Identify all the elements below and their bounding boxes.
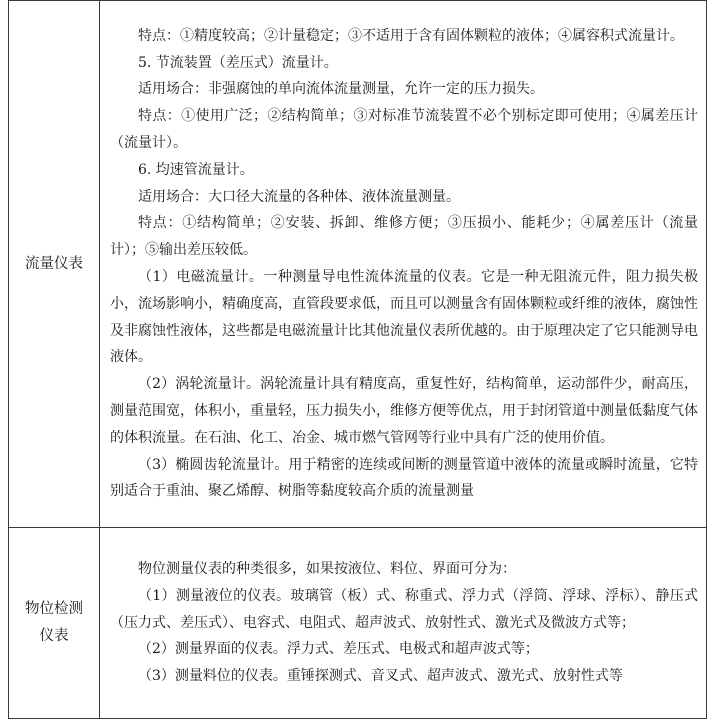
row-label-line: 物位检测 xyxy=(25,601,83,617)
paragraph: 5. 节流装置（差压式）流量计。 xyxy=(138,54,338,71)
paragraph: （3）测量料位的仪表。重锤探测式、音叉式、超声波式、激光式、放射性式等 xyxy=(138,668,623,685)
paragraph: 特点：①结构简单；②安装、拆卸、维修方便；③压损小、能耗少；④属差压计（流量计）；⑤输出差压较低。 xyxy=(110,215,698,259)
paragraph: 特点：①精度较高；②计量稳定；③不适用于含有固体颗粒的液体；④属容积式流量计。 xyxy=(138,27,684,44)
row-label-cell xyxy=(9,528,100,719)
paragraph: （2）涡轮流量计。涡轮流量计具有精度高，重复性好，结构简单，运动部件少，耐高压，测量范围宽，体积小，重量轻，压力损失小，维修方便等优点，用于封闭管道中测量低黏度气体的体积流量。在石油、化工、冶金、城市燃气管网等行业中具有广泛的使用价值。 xyxy=(110,376,698,446)
paragraph: 适用场合：非强腐蚀的单向流体流量测量，允许一定的压力损失。 xyxy=(138,81,544,98)
row-label-line: 仪表 xyxy=(39,628,69,644)
paragraph: 物位测量仪表的种类很多，如果按液位、料位、界面可分为： xyxy=(138,561,516,577)
row-content-cell xyxy=(100,528,707,719)
paragraph: （3）椭圆齿轮流量计。用于精密的连续或间断的测量管道中液体的流量或瞬时流量，它特别适合于重油、聚乙烯醇、树脂等黏度较高介质的流量测量 xyxy=(110,456,698,500)
paragraph: （2）测量界面的仪表。浮力式、差压式、电极式和超声波式等； xyxy=(138,641,539,658)
row-label-cell xyxy=(9,1,100,528)
paragraph: （1）测量液位的仪表。玻璃管（板）式、称重式、浮力式（浮筒、浮球、浮标）、静压式（压力式、差压式）、电容式、电阻式、超声波式、放射性式、激光式及微波方式等； xyxy=(110,587,698,631)
row-label: 流量仪表 xyxy=(25,255,83,272)
table-row-flow-instruments xyxy=(9,1,707,528)
paragraph: 特点：①使用广泛；②结构简单；③对标准节流装置不必个别标定即可使用；④属差压计（流量计）。 xyxy=(110,108,698,152)
paragraph: （1）电磁流量计。一种测量导电性流体流量的仪表。它是一种无阻流元件，阻力损失极小，流场影响小，精确度高，直管段要求低，而且可以测量含有固体颗粒或纤维的液体，腐蚀性及非腐蚀性液体，这些都是电磁流量计比其他流量仪表所优越的。由于原理决定了它只能测导电液体。 xyxy=(110,269,698,366)
paragraph: 适用场合：大口径大流量的各种体、液体流量测量。 xyxy=(138,188,460,205)
instrument-table xyxy=(8,0,707,719)
table-row-level-instruments xyxy=(9,528,707,719)
paragraph: 6. 均速管流量计。 xyxy=(138,161,254,178)
row-content-cell xyxy=(100,1,707,528)
